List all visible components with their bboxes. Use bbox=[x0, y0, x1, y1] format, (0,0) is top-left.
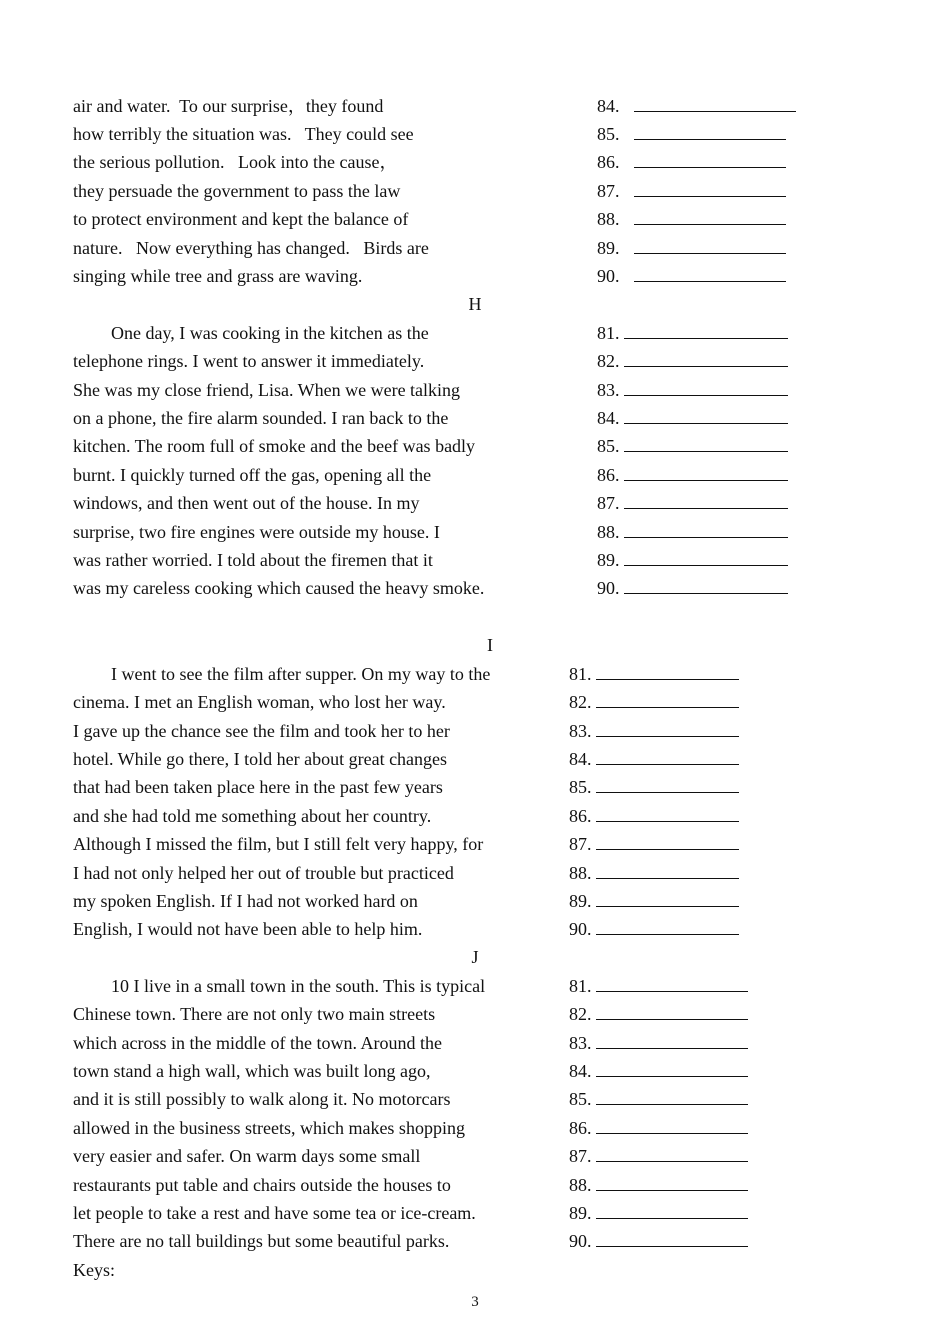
answer-blank bbox=[597, 378, 788, 402]
passage-line: my spoken English. If I had not worked hard on bbox=[73, 891, 418, 911]
answer-line bbox=[596, 861, 739, 879]
passage-line: surprise, two fire engines were outside my house. I bbox=[73, 522, 440, 542]
answer-blank bbox=[597, 434, 788, 458]
answer-line bbox=[596, 1031, 748, 1049]
passage-line: telephone rings. I went to answer it immediately. bbox=[73, 351, 425, 371]
answer-blank bbox=[569, 1059, 748, 1083]
passage-line: and it is still possibly to walk along it. No motorcars bbox=[73, 1089, 451, 1109]
answer-blank bbox=[569, 1087, 748, 1111]
answer-line bbox=[624, 349, 788, 367]
passage-line: air and water. To our surprise，they found bbox=[73, 96, 384, 116]
answer-line bbox=[596, 1059, 748, 1077]
answer-number: 89. bbox=[569, 1203, 592, 1223]
answer-line bbox=[596, 1144, 748, 1162]
passage-line: and she had told me something about her country. bbox=[73, 806, 432, 826]
answer-number: 84. bbox=[597, 96, 620, 116]
answer-line bbox=[596, 775, 739, 793]
answer-number: 84. bbox=[597, 408, 620, 428]
answer-line bbox=[634, 179, 786, 197]
answer-number: 86. bbox=[597, 465, 620, 485]
passage-line: the serious pollution. Look into the cause， bbox=[73, 152, 398, 172]
passage-line: restaurants put table and chairs outside the houses to bbox=[73, 1175, 451, 1195]
answer-blank bbox=[569, 662, 739, 686]
answer-blank bbox=[597, 150, 786, 174]
answer-blank bbox=[569, 1144, 748, 1168]
answer-line bbox=[596, 832, 739, 850]
answer-number: 86. bbox=[597, 152, 620, 172]
answer-number: 88. bbox=[569, 863, 592, 883]
answer-number: 81. bbox=[569, 976, 592, 996]
answer-line bbox=[624, 548, 788, 566]
answer-line bbox=[624, 491, 788, 509]
answer-line bbox=[596, 1002, 748, 1020]
answer-line bbox=[596, 690, 739, 708]
passage-line: singing while tree and grass are waving. bbox=[73, 266, 363, 286]
answer-line bbox=[634, 150, 786, 168]
answer-number: 85. bbox=[597, 436, 620, 456]
answer-line bbox=[596, 1201, 748, 1219]
passage-line: was rather worried. I told about the firemen that it bbox=[73, 550, 433, 570]
answer-blank bbox=[597, 94, 796, 118]
answer-blank bbox=[597, 548, 788, 572]
answer-blank bbox=[597, 463, 788, 487]
answer-blank bbox=[569, 889, 739, 913]
answer-blank bbox=[597, 520, 788, 544]
passage-line: town stand a high wall, which was built long ago, bbox=[73, 1061, 431, 1081]
answer-number: 81. bbox=[569, 664, 592, 684]
answer-number: 85. bbox=[569, 777, 592, 797]
answer-blank bbox=[597, 406, 788, 430]
passage-line: on a phone, the fire alarm sounded. I ran back to the bbox=[73, 408, 449, 428]
answer-blank bbox=[597, 179, 786, 203]
passage-line: hotel. While go there, I told her about great changes bbox=[73, 749, 448, 769]
answer-number: 85. bbox=[597, 124, 620, 144]
answer-blank bbox=[569, 1002, 748, 1026]
passage-line: windows, and then went out of the house. In my bbox=[73, 493, 420, 513]
answer-line bbox=[596, 1229, 748, 1247]
answer-blank bbox=[569, 861, 739, 885]
answer-number: 86. bbox=[569, 806, 592, 826]
answer-blank bbox=[569, 804, 739, 828]
passage-line: English, I would not have been able to help him. bbox=[73, 919, 423, 939]
answer-line bbox=[634, 264, 786, 282]
answer-blank bbox=[597, 491, 788, 515]
section-heading-j: J bbox=[471, 947, 479, 967]
answer-line bbox=[596, 974, 748, 992]
passage-line: I gave up the chance see the film and took her to her bbox=[73, 721, 450, 741]
passage-line: I went to see the film after supper. On my way to the bbox=[111, 664, 491, 684]
answer-number: 83. bbox=[569, 721, 592, 741]
answer-number: 89. bbox=[569, 891, 592, 911]
answer-line bbox=[634, 122, 786, 140]
answer-line bbox=[624, 378, 788, 396]
answer-line bbox=[596, 1116, 748, 1134]
answer-number: 82. bbox=[569, 1004, 592, 1024]
answer-blank bbox=[569, 974, 748, 998]
answer-line bbox=[624, 434, 788, 452]
passage-line: that had been taken place here in the past few years bbox=[73, 777, 443, 797]
answer-number: 89. bbox=[597, 550, 620, 570]
passage-line: was my careless cooking which caused the heavy smoke. bbox=[73, 578, 485, 598]
answer-number: 90. bbox=[569, 1231, 592, 1251]
page-number: 3 bbox=[471, 1294, 479, 1310]
answer-line bbox=[634, 236, 786, 254]
answer-number: 83. bbox=[597, 380, 620, 400]
answer-blank bbox=[597, 576, 788, 600]
passage-line: they persuade the government to pass the law bbox=[73, 181, 401, 201]
answer-number: 88. bbox=[569, 1175, 592, 1195]
passage-line: kitchen. The room full of smoke and the beef was badly bbox=[73, 436, 476, 456]
passage-line: how terribly the situation was. They could see bbox=[73, 124, 414, 144]
answer-number: 89. bbox=[597, 238, 620, 258]
answer-number: 87. bbox=[569, 1146, 592, 1166]
answer-line bbox=[596, 719, 739, 737]
answer-blank bbox=[597, 122, 786, 146]
answer-line bbox=[624, 321, 788, 339]
passage-line: let people to take a rest and have some tea or ice-cream. bbox=[73, 1203, 476, 1223]
answer-blank bbox=[569, 690, 739, 714]
answer-line bbox=[596, 804, 739, 822]
answer-blank bbox=[569, 719, 739, 743]
answer-blank bbox=[569, 832, 739, 856]
answer-blank bbox=[569, 1201, 748, 1225]
answer-number: 82. bbox=[597, 351, 620, 371]
answer-line bbox=[624, 463, 788, 481]
answer-number: 87. bbox=[597, 181, 620, 201]
answer-number: 83. bbox=[569, 1033, 592, 1053]
keys-label: Keys: bbox=[73, 1260, 115, 1280]
answer-blank bbox=[569, 747, 739, 771]
passage-line: 10 I live in a small town in the south. This is typical bbox=[111, 976, 486, 996]
passage-line: There are no tall buildings but some beautiful parks. bbox=[73, 1231, 450, 1251]
answer-blank bbox=[597, 349, 788, 373]
answer-blank bbox=[569, 775, 739, 799]
answer-line bbox=[624, 520, 788, 538]
answer-blank bbox=[569, 1229, 748, 1253]
answer-number: 87. bbox=[597, 493, 620, 513]
answer-number: 84. bbox=[569, 1061, 592, 1081]
answer-line bbox=[596, 889, 739, 907]
passage-line: burnt. I quickly turned off the gas, opening all the bbox=[73, 465, 432, 485]
section-heading-h: H bbox=[468, 294, 482, 314]
answer-line bbox=[634, 94, 796, 112]
passage-line: cinema. I met an English woman, who lost her way. bbox=[73, 692, 446, 712]
answer-number: 81. bbox=[597, 323, 620, 343]
answer-line bbox=[624, 406, 788, 424]
answer-line bbox=[596, 747, 739, 765]
passage-line: very easier and safer. On warm days some small bbox=[73, 1146, 421, 1166]
answer-blank bbox=[569, 1031, 748, 1055]
passage-line: She was my close friend, Lisa. When we were talking bbox=[73, 380, 461, 400]
answer-line bbox=[634, 207, 786, 225]
answer-line bbox=[624, 576, 788, 594]
answer-line bbox=[596, 662, 739, 680]
answer-number: 90. bbox=[569, 919, 592, 939]
section-heading-i: I bbox=[487, 635, 493, 655]
passage-line: Chinese town. There are not only two main streets bbox=[73, 1004, 436, 1024]
answer-line bbox=[596, 1173, 748, 1191]
answer-line bbox=[596, 1087, 748, 1105]
passage-line: to protect environment and kept the balance of bbox=[73, 209, 409, 229]
answer-number: 84. bbox=[569, 749, 592, 769]
answer-number: 90. bbox=[597, 266, 620, 286]
answer-line bbox=[596, 917, 739, 935]
passage-line: allowed in the business streets, which makes shopping bbox=[73, 1118, 465, 1138]
answer-blank bbox=[597, 321, 788, 345]
answer-number: 88. bbox=[597, 522, 620, 542]
answer-number: 82. bbox=[569, 692, 592, 712]
passage-line: nature. Now everything has changed. Birds are bbox=[73, 238, 429, 258]
answer-blank bbox=[569, 917, 739, 941]
answer-number: 85. bbox=[569, 1089, 592, 1109]
answer-blank bbox=[597, 264, 786, 288]
answer-blank bbox=[597, 236, 786, 260]
answer-number: 90. bbox=[597, 578, 620, 598]
passage-line: One day, I was cooking in the kitchen as the bbox=[111, 323, 429, 343]
answer-number: 86. bbox=[569, 1118, 592, 1138]
answer-number: 88. bbox=[597, 209, 620, 229]
answer-blank bbox=[569, 1173, 748, 1197]
answer-blank bbox=[597, 207, 786, 231]
passage-line: Although I missed the film, but I still felt very happy, for bbox=[73, 834, 484, 854]
passage-line: I had not only helped her out of trouble but practiced bbox=[73, 863, 454, 883]
answer-blank bbox=[569, 1116, 748, 1140]
answer-number: 87. bbox=[569, 834, 592, 854]
passage-line: which across in the middle of the town. Around the bbox=[73, 1033, 442, 1053]
